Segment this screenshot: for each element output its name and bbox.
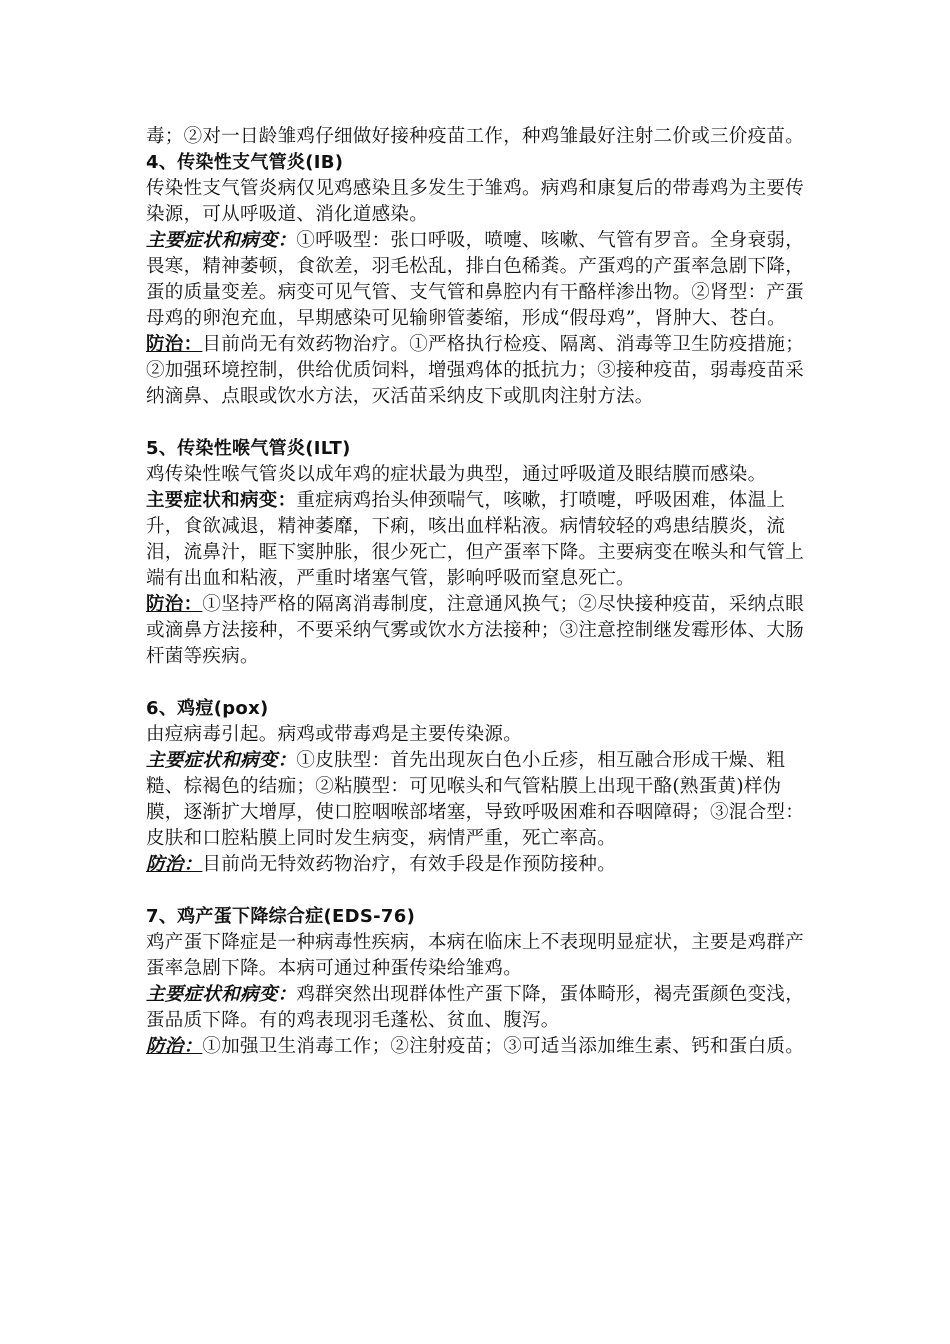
- treatment-label: 防治：: [146, 1036, 203, 1057]
- treatment-text: 目前尚无有效药物治疗。①严格执行检疫、隔离、消毒等卫生防疫措施；②加强环境控制，供给优质饲料，增强鸡体的抵抗力；③接种疫苗，弱毒疫苗采纳滴鼻、点眼或饮水方法，灭活苗采纳皮下或肌肉注射方法。: [146, 334, 805, 407]
- symptoms-label: 主要症状和病变：: [146, 750, 297, 771]
- treatment-paragraph: [146, 332, 811, 410]
- symptoms-paragraph: [146, 748, 811, 852]
- section-description: 鸡产蛋下降症是一种病毒性疾病，本病在临床上不表现明显症状，主要是鸡群产蛋率急剧下降。本病可通过种蛋传染给雏鸡。: [146, 932, 805, 979]
- section-description: 传染性支气管炎病仅见鸡感染且多发生于雏鸡。病鸡和康复后的带毒鸡为主要传染源，可从呼吸道、消化道感染。: [146, 178, 805, 225]
- section-title: 6、鸡痘(pox): [146, 698, 269, 719]
- treatment-text: ①加强卫生消毒工作；②注射疫苗；③可适当添加维生素、钙和蛋白质。: [202, 1036, 805, 1057]
- treatment-label: 防治：: [146, 334, 203, 355]
- treatment-text: 目前尚无特效药物治疗，有效手段是作预防接种。: [202, 854, 617, 875]
- treatment-text: ①坚持严格的隔离消毒制度，注意通风换气；②尽快接种疫苗，采纳点眼或滴鼻方法接种，不要采纳气雾或饮水方法接种；③注意控制继发霉形体、大肠杆菌等疾病。: [146, 594, 805, 667]
- section-eds: [146, 904, 811, 1060]
- document-body: [146, 124, 811, 1060]
- section-title: 5、传染性喉气管炎(ILT): [146, 438, 351, 459]
- treatment-paragraph: [146, 852, 811, 878]
- symptoms-text: 重症病鸡抬头伸颈喘气，咳嗽，打喷嚏，呼吸困难，体温上升，食欲减退，精神萎靡，下痢，咳出血样粘液。病情较轻的鸡患结膜炎，流泪，流鼻汁，眶下窦肿胀，很少死亡，但产蛋率下降。主要病变在喉头和气管上端有出血和粘液，严重时堵塞气管，影响呼吸而窒息死亡。: [146, 490, 805, 589]
- section-title: 4、传染性支气管炎(IB): [146, 152, 344, 173]
- section-ilt: [146, 436, 811, 670]
- symptoms-label: 主要症状和病变：: [146, 490, 297, 511]
- symptoms-text: ①皮肤型：首先出现灰白色小丘疹，相互融合形成干燥、粗糙、棕褐色的结痂；②粘膜型：可见喉头和气管粘膜上出现干酪(熟蛋黄)样伪膜，逐渐扩大增厚，使口腔咽喉部堵塞，导致呼吸困难和吞咽障碍；③混合型：皮肤和口腔粘膜上同时发生病变，病情严重，死亡率高。: [146, 750, 805, 849]
- section-description: 由痘病毒引起。病鸡或带毒鸡是主要传染源。: [146, 724, 523, 745]
- symptoms-paragraph: [146, 228, 811, 332]
- treatment-paragraph: [146, 592, 811, 670]
- symptoms-text: ①呼吸型：张口呼吸，喷嚏、咳嗽、气管有罗音。全身衰弱，畏寒，精神萎顿，食欲差，羽毛松乱，排白色稀粪。产蛋鸡的产蛋率急剧下降，蛋的质量变差。病变可见气管、支气管和鼻腔内有干酪样渗出物。②肾型：产蛋母鸡的卵泡充血，早期感染可见输卵管萎缩，形成“假母鸡”，肾肿大、苍白。: [146, 230, 805, 329]
- section-description: 鸡传染性喉气管炎以成年鸡的症状最为典型，通过呼吸道及眼结膜而感染。: [146, 464, 767, 485]
- symptoms-text: 鸡群突然出现群体性产蛋下降，蛋体畸形，褐壳蛋颜色变浅，蛋品质下降。有的鸡表现羽毛蓬松、贫血、腹泻。: [146, 984, 805, 1031]
- section-spacer: [146, 410, 811, 436]
- symptoms-label: 主要症状和病变：: [146, 984, 297, 1005]
- symptoms-label: 主要症状和病变：: [146, 230, 297, 251]
- section-title: 7、鸡产蛋下降综合症(EDS-76): [146, 906, 416, 927]
- section-pox: [146, 696, 811, 878]
- section-spacer: [146, 670, 811, 696]
- treatment-label: 防治：: [146, 594, 203, 615]
- treatment-paragraph: [146, 1034, 811, 1060]
- symptoms-paragraph: [146, 488, 811, 592]
- section-ib: [146, 150, 811, 410]
- intro-paragraph: 毒；②对一日龄雏鸡仔细做好接种疫苗工作，种鸡雏最好注射二价或三价疫苗。: [146, 126, 805, 147]
- section-spacer: [146, 878, 811, 904]
- symptoms-paragraph: [146, 982, 811, 1034]
- treatment-label: 防治：: [146, 854, 203, 875]
